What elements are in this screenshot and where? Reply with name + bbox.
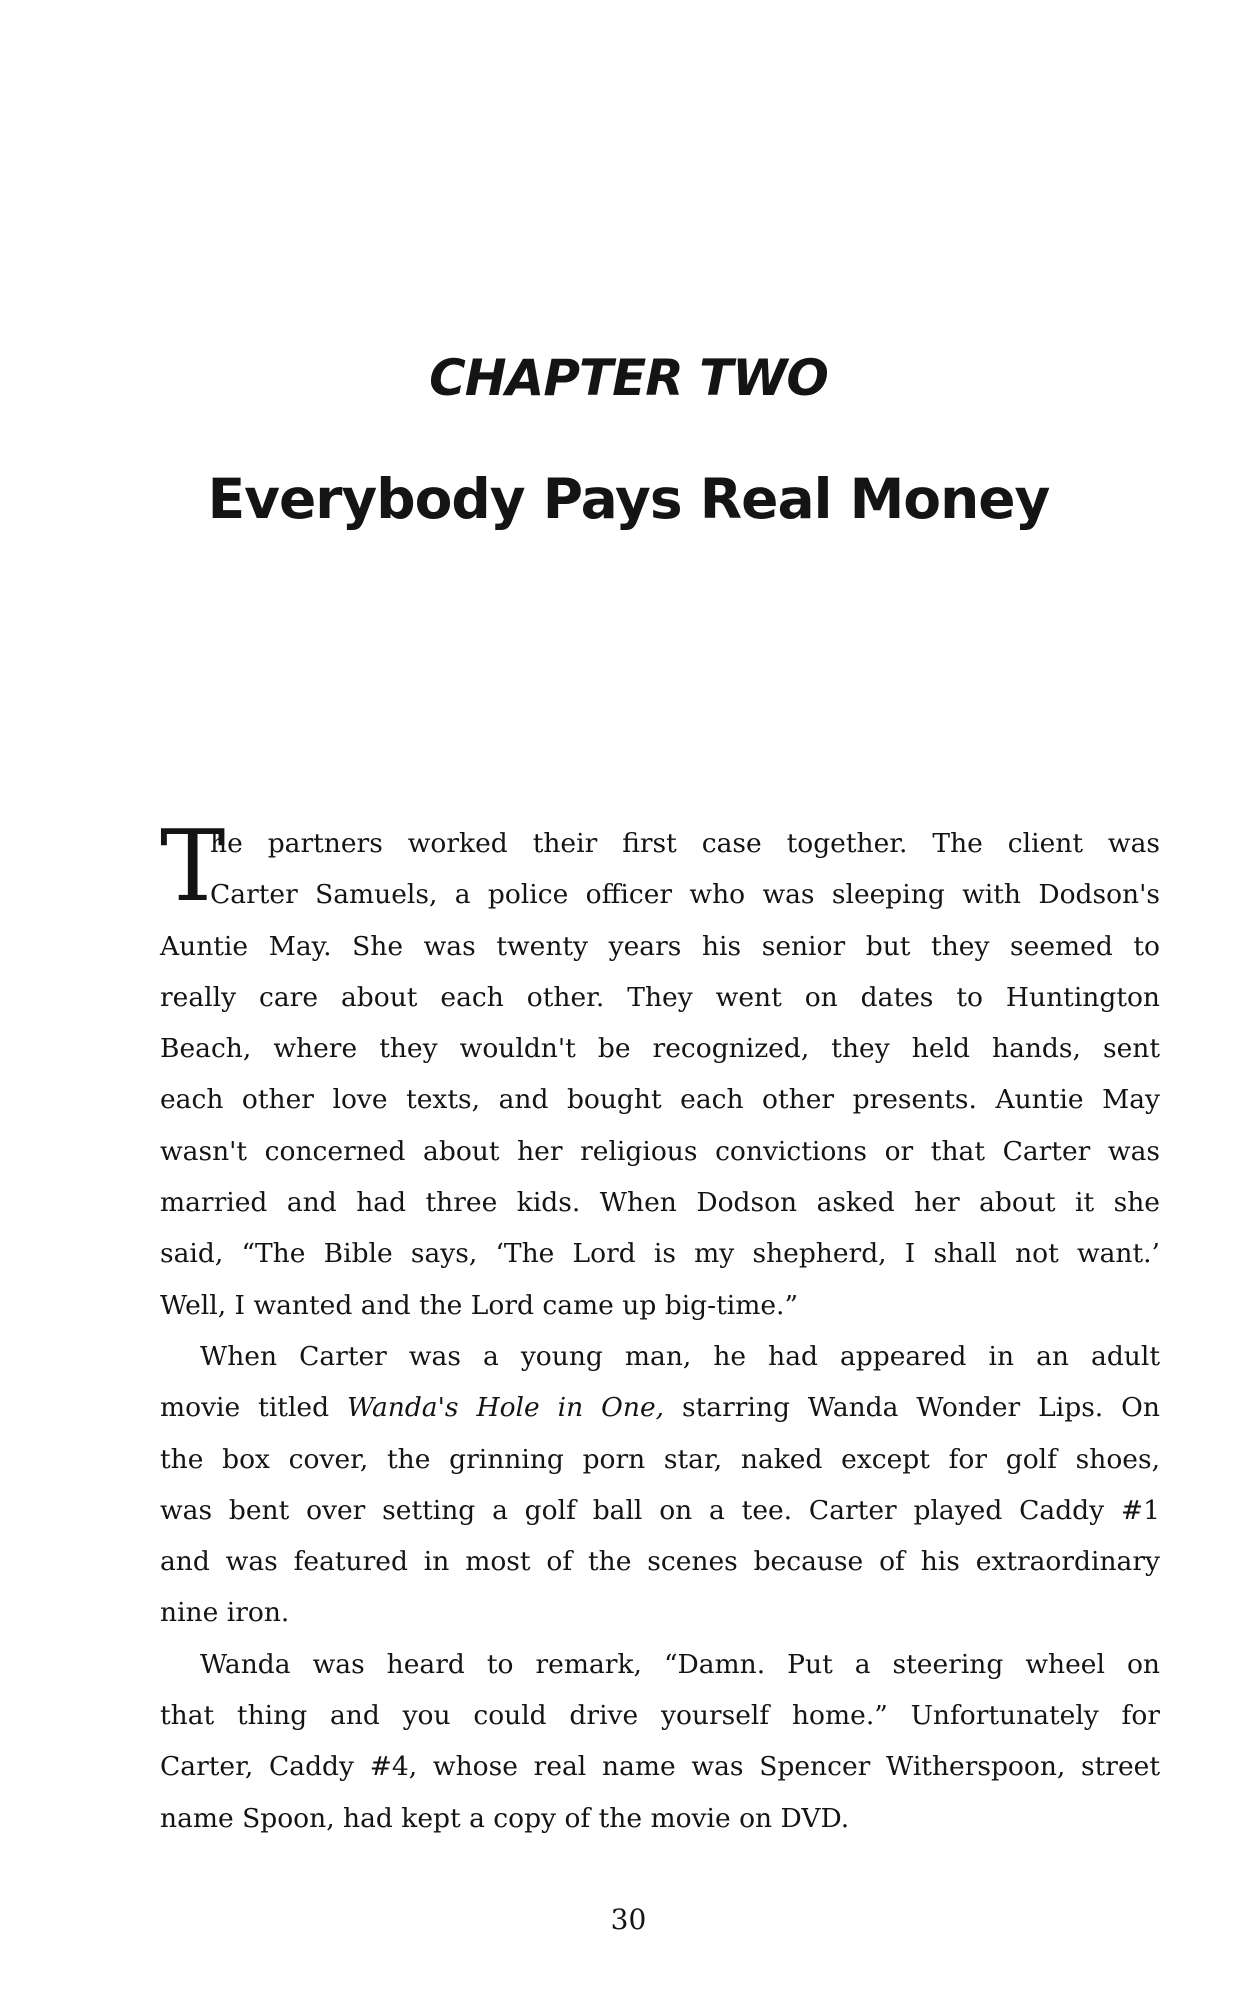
line-text: starring Wanda Wonder Lips. On — [664, 1392, 1160, 1424]
paragraph-line: Carter, Caddy #4, whose real name was Spencer Witherspoon, street — [160, 1751, 1160, 1783]
paragraph-line: each other love texts, and bought each other presents. Auntie May — [160, 1084, 1160, 1116]
paragraph-1 — [160, 810, 1160, 1331]
paragraph-line: Wanda was heard to remark, “Damn. Put a steering wheel on — [200, 1648, 1160, 1680]
paragraph-line: said, “The Bible says, ‘The Lord is my shepherd, I shall not want.’ — [160, 1238, 1160, 1270]
paragraph-line: Beach, where they wouldn't be recognized, they held hands, sent — [160, 1033, 1160, 1065]
paragraph-line: really care about each other. They went on dates to Huntington — [160, 981, 1160, 1013]
paragraph-2 — [160, 1331, 1160, 1639]
drop-cap: T — [160, 810, 226, 924]
paragraph-line: the box cover, the grinning porn star, naked except for golf shoes, — [160, 1443, 1160, 1475]
paragraph-line: was bent over setting a golf ball on a tee. Carter played Caddy #1 — [160, 1494, 1160, 1526]
chapter-title: Everybody Pays Real Money — [207, 467, 1050, 531]
line-text: movie titled — [160, 1392, 348, 1424]
paragraph-line: Carter Samuels, a police officer who was sleeping with Dodson's — [210, 879, 1160, 911]
chapter-body — [160, 810, 1160, 1844]
page-number: 30 — [610, 1903, 647, 1936]
paragraph-line: Auntie May. She was twenty years his senior but they seemed to — [160, 930, 1160, 962]
paragraph-line: Well, I wanted and the Lord came up big-time.” — [160, 1289, 798, 1321]
paragraph-line: he partners worked their first case together. The client was — [210, 828, 1160, 859]
paragraph-line: name Spoon, had kept a copy of the movie on DVD. — [160, 1802, 850, 1834]
paragraph-line: married and had three kids. When Dodson asked her about it she — [160, 1187, 1160, 1219]
paragraph-line: and was featured in most of the scenes because of his extraordinary — [160, 1546, 1160, 1578]
chapter-label: CHAPTER TWO — [429, 349, 828, 407]
paragraph-line: wasn't concerned about her religious convictions or that Carter was — [160, 1135, 1160, 1167]
paragraph-line: that thing and you could drive yourself home.” Unfortunately for — [160, 1700, 1160, 1732]
paragraph-line — [160, 1382, 1160, 1433]
movie-title: Wanda's Hole in One, — [347, 1392, 665, 1424]
paragraph-3 — [160, 1639, 1160, 1844]
paragraph-line: nine iron. — [160, 1597, 290, 1629]
paragraph-line: When Carter was a young man, he had appeared in an adult — [200, 1340, 1160, 1372]
